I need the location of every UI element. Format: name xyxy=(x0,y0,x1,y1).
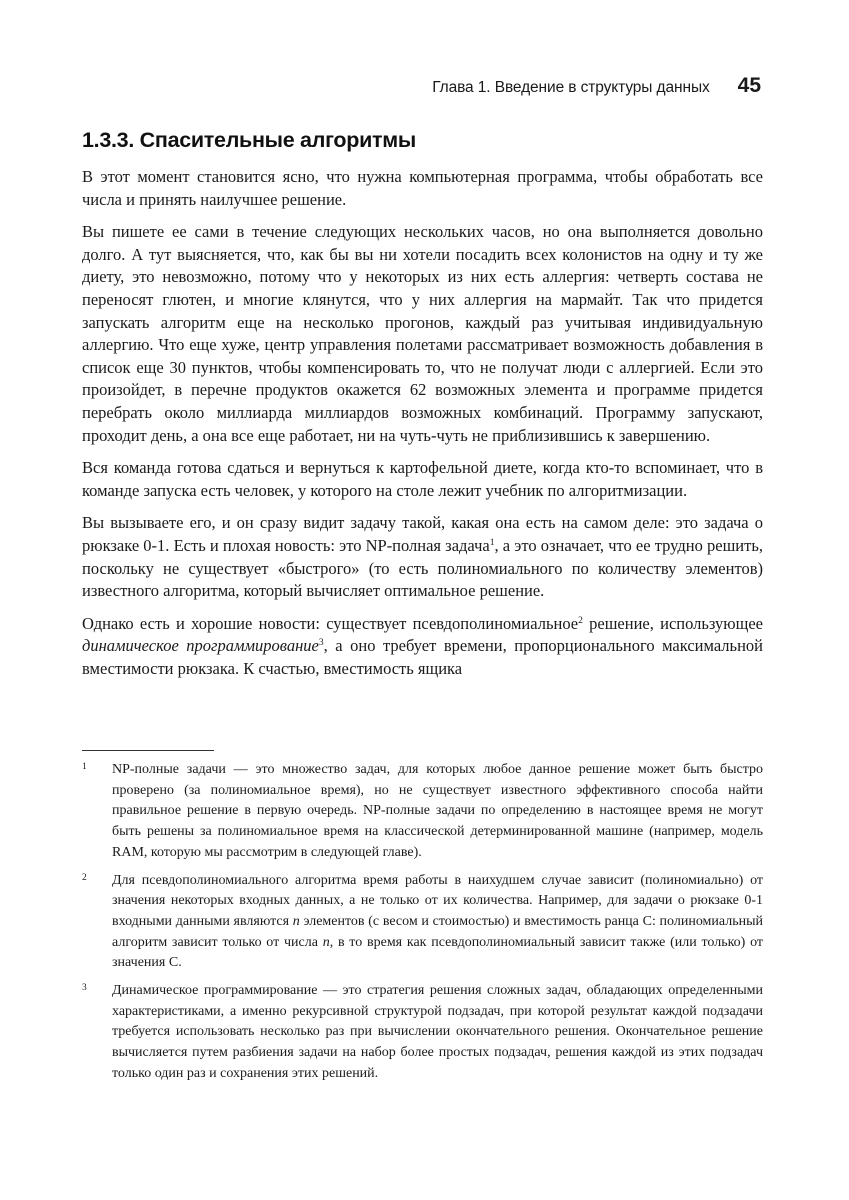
footnote-ref-2[interactable]: 2 xyxy=(578,614,583,626)
variable-n: n xyxy=(292,913,300,929)
paragraph-4-text-a: Вы вызываете его, и он сразу видит задачу такой, какая она есть на самом деле: это задача о рюкзаке 0-1. Есть и плохая новость: это NP-полная задача xyxy=(82,513,763,555)
paragraph-5-text-a: Однако есть и хорошие новости: существует псевдополиномиальное xyxy=(82,613,579,633)
paragraph-5-text-c: , а оно требует времени, пропорционального максимальной вместимости рюкзака. К счастью, вместимость ящика xyxy=(82,636,763,678)
footnote-text: NP-полные задачи — это множество задач, для которых любое данное решение может быть быстро проверено (за полиномиальное время), но не существует известного эффективного способа найти правильное решение в первую очередь. NP-полные задачи по определению в настоящее время не могут быть решены за полиномиальное время на классической детерминированной машине (например, модель RAM, которую мы рассмотрим в следующей главе). xyxy=(112,762,763,860)
paragraph-4 xyxy=(82,512,763,602)
footnote-mark: 3 xyxy=(82,983,87,994)
body-text xyxy=(82,166,763,690)
footnote-divider xyxy=(82,750,214,751)
paragraph-3: Вся команда готова сдаться и вернуться к картофельной диете, когда кто-то вспоминает, что в команде запуска есть человек, у которого на столе лежит учебник по алгоритмизации. xyxy=(82,458,763,500)
page-header xyxy=(432,74,761,98)
footnote-1 xyxy=(82,760,763,864)
footnote-mark: 1 xyxy=(82,762,87,772)
paragraph-5-text-b: решение, использующее xyxy=(582,613,763,633)
page-number: 45 xyxy=(737,74,761,97)
footnote-2-text-b: элементов (с весом и стоимостью) и вместимость ранца C: полиномиальный алгоритм зависит только от числа xyxy=(112,913,763,950)
footnote-2-text-a: Для псевдополиномиального алгоритма время работы в наихудшем случае зависит (полиномиально) от значения некоторых входных данных, а не только от их количества. Например, для задачи о рюкзаке 0-1 входными данными являются xyxy=(112,872,763,929)
paragraph-4-text-b: , а это означает, что ее трудно решить, поскольку не существует «быстрого» (то есть полиномиального по количеству элементов) известного алгоритма, который вычисляет оптимальное решение. xyxy=(82,535,763,601)
paragraph-1: В этот момент становится ясно, что нужна компьютерная программа, чтобы обработать все числа и принять наилучшее решение. xyxy=(82,167,763,209)
footnote-text: Динамическое программирование — это стратегия решения сложных задач, обладающих определенными характеристиками, а именно рекурсивной структурой подзадач, при которой результат каждой подзадачи требуется использовать несколько раз при вычислении окончательного решения. Окончательное решение вычисляется путем разбиения задачи на набор более простых подзадач, решения каждой из этих подзадач только один раз и сохранения этих решений. xyxy=(112,983,763,1081)
footnote-text xyxy=(112,871,763,975)
paragraph-5 xyxy=(82,613,763,681)
footnote-ref-3[interactable]: 3 xyxy=(318,637,324,649)
section-title: 1.3.3. Спасительные алгоритмы xyxy=(82,128,416,152)
footnote-ref-1[interactable]: 1 xyxy=(489,536,495,548)
footnote-2 xyxy=(82,871,763,975)
emphasis-dynamic-programming: динамическое программирование xyxy=(82,636,319,656)
running-title: Глава 1. Введение в структуры данных xyxy=(432,79,710,96)
footnotes xyxy=(82,760,763,1092)
footnote-mark: 2 xyxy=(82,872,87,883)
paragraph-2: Вы пишете ее сами в течение следующих нескольких часов, но она выполняется довольно долго. А тут выясняется, что, как бы вы ни хотели посадить всех колонистов на одну и ту же диету, это невозможно, потому что у некоторых из них есть аллергия: четверть состава не переносят глютен, и многие клянутся, что у них аллергия на мармайт. Так что придется запускать алгоритм еще на несколько прогонов, каждый раз учитывая индивидуальную аллергию. Что еще хуже, центр управления полетами рассматривает возможность добавления в список еще 30 пунктов, чтобы компенсировать то, что не получат люди с аллергией. Если это произойдет, в перечне продуктов окажется 62 возможных элемента и программе придется перебрать около миллиарда миллиардов возможных комбинаций. Программу запускают, проходит день, а она все еще работает, ни на чуть-чуть не приблизившись к завершению. xyxy=(82,222,763,445)
footnote-2-text-c: , в то время как псевдополиномиальный зависит также (или только) от значения C. xyxy=(112,934,764,971)
footnote-3 xyxy=(82,981,763,1085)
variable-n: n xyxy=(322,934,330,950)
